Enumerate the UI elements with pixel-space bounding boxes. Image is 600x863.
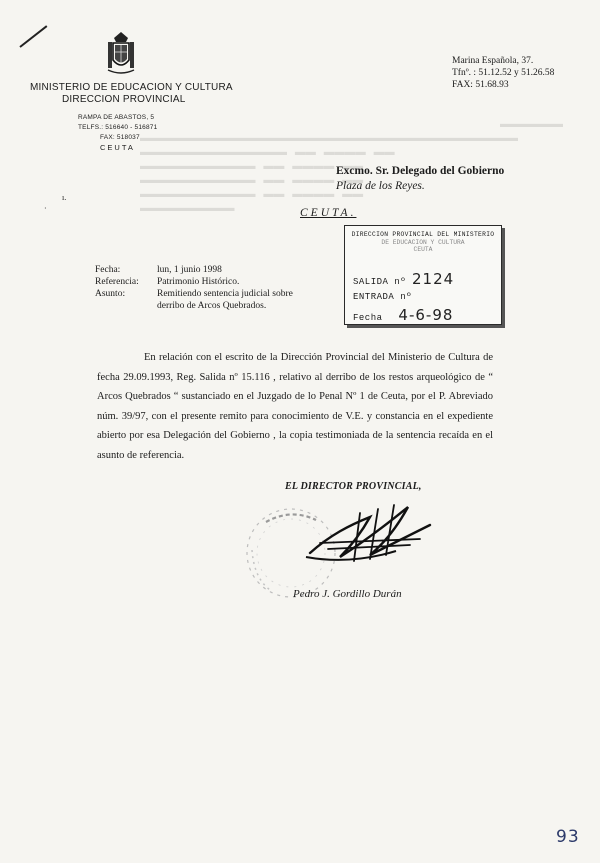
- stamp-fecha-value: 4-6-98: [398, 306, 454, 324]
- registry-stamp: [344, 225, 502, 325]
- stamp-ministry: DE EDUCACION Y CULTURA: [381, 239, 465, 246]
- page-number-annotation: [556, 827, 586, 853]
- contact-street: Marina Española, 37.: [452, 56, 534, 66]
- referencia-label: Referencia:: [95, 277, 139, 287]
- contact-fax: FAX: 51.68.93: [452, 80, 509, 90]
- asunto-value-line2: derribo de Arcos Quebrados.: [157, 301, 267, 311]
- asunto-label: Asunto:: [95, 289, 126, 299]
- coat-of-arms-icon: [104, 30, 138, 76]
- address-city: CEUTA: [100, 143, 135, 152]
- ministry-header: [30, 82, 233, 106]
- address-fax: FAX: 518037: [100, 134, 140, 141]
- stamp-office: DIRECCION PROVINCIAL DEL MINISTERIO: [351, 231, 495, 238]
- signatory-title: EL DIRECTOR PROVINCIAL,: [285, 481, 422, 492]
- fecha-value: lun, 1 junio 1998: [157, 265, 222, 275]
- stamp-salida-row: [353, 270, 454, 288]
- address-phones: TELFS.: 516640 - 516871: [78, 124, 158, 131]
- stamp-salida-label: SALIDA nº: [353, 277, 407, 287]
- fecha-label: Fecha:: [95, 265, 121, 275]
- bleed-through-texture: ▬▬▬▬▬▬ ▬▬▬▬▬▬▬▬▬▬▬▬▬▬▬▬▬▬▬▬▬▬▬▬▬▬▬▬▬▬▬▬▬▬▬▬ ▬▬▬▬▬▬▬▬▬▬▬▬▬▬ ▬▬ ▬▬▬▬ ▬▬ ▬▬▬▬▬▬▬▬▬▬▬ ▬▬ ▬▬▬▬ ▬▬ ▬▬▬▬▬▬▬▬▬▬▬ ▬▬ ▬▬▬▬ ▬▬ ▬▬▬▬▬▬▬▬▬▬▬ ▬▬ ▬▬▬▬ ▬▬ ▬▬▬▬▬▬▬▬▬: [140, 119, 563, 214]
- page-number: 93: [556, 827, 580, 847]
- asunto-value-line1: Remitiendo sentencia judicial sobre: [157, 289, 293, 299]
- stamp-entrada-label: ENTRADA nº: [353, 292, 413, 302]
- directorate-name: DIRECCION PROVINCIAL: [62, 94, 186, 105]
- stamp-entrada-row: [353, 292, 412, 302]
- handwritten-signature: [300, 495, 440, 575]
- stamp-city: CEUTA: [413, 246, 433, 253]
- referencia-value: Patrimonio Histórico.: [157, 277, 240, 287]
- recipient-block: [336, 164, 504, 194]
- stamp-fecha-row: [353, 306, 453, 324]
- contact-phone: Tfnº. : 51.12.52 y 51.26.58: [452, 68, 555, 78]
- stamp-fecha-label: Fecha: [353, 313, 383, 323]
- ministry-name: MINISTERIO DE EDUCACION Y CULTURA: [30, 82, 233, 93]
- contact-block: [452, 55, 554, 91]
- stamp-salida-value: 2124: [412, 270, 455, 288]
- signatory-name: Pedro J. Gordillo Durán: [293, 588, 402, 600]
- address-street: RAMPA DE ABASTOS, 5: [78, 114, 155, 121]
- letter-body: En relación con el escrito de la Dirección Provincial del Ministerio de Cultura de fecha 29.09.1993, Reg. Salida nº 15.116 , relativo al derribo de los restos arqueológico de “ Arcos Quebrados “ sustanciado en el Juzgado de lo Penal Nº 1 de Ceuta, por el P. Abreviado núm. 39/97, con el presente remito para conocimiento de V.E. y constancia en el expediente abierto por esa Delegación del Gobierno , la copia testimoniada de la sentencia recaída en el asunto de referencia.: [97, 352, 493, 461]
- scan-speck: ı.: [62, 193, 67, 202]
- corner-pen-mark: [19, 25, 47, 48]
- letter-metadata: [95, 264, 293, 312]
- scan-speck: ·: [44, 204, 47, 213]
- recipient-title: Excmo. Sr. Delegado del Gobierno: [336, 165, 505, 177]
- recipient-city: CEUTA.: [300, 207, 357, 219]
- recipient-address: Plaza de los Reyes.: [336, 180, 425, 192]
